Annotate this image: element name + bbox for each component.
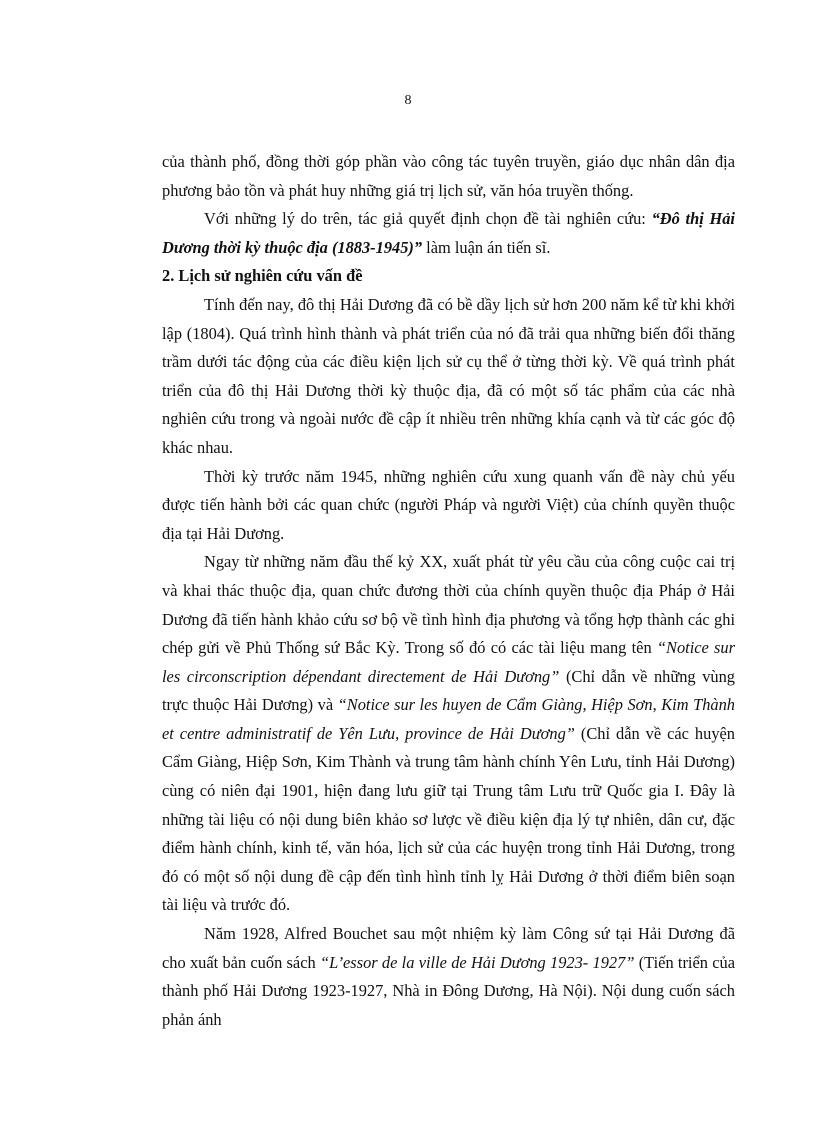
document-title: “Notice sur les huyen de Cẩm Giàng, Hiệp Sơn, Kim Thành et centre administratif de Yên Lưu, province de Hải Dương” xyxy=(162,695,736,743)
paragraph-continuation: của thành phố, đồng thời góp phần vào công tác tuyên truyền, giáo dục nhân dân địa phương bảo tồn và phát huy những giá trị lịch sử, văn hóa truyền thống. xyxy=(162,152,735,200)
book-title: “L’essor de la ville de Hải Dương 1923- 1927” xyxy=(319,952,635,972)
section-heading: 2. Lịch sử nghiên cứu vấn đề xyxy=(162,266,363,286)
paragraph-pre-1945: Thời kỳ trước năm 1945, những nghiên cứu xung quanh vấn đề này chủ yếu được tiến hành bởi các quan chức (người Pháp và người Việt) của chính quyền thuộc địa tại Hải Dương. xyxy=(162,466,735,543)
paragraph-thesis-topic xyxy=(162,205,735,262)
text-run: Năm 1928, Alfred Bouchet sau một nhiệm kỳ làm Công sứ tại Hải Dương đã cho xuất bản cuốn sách xyxy=(162,924,735,972)
thesis-title: “Đô thị Hải Dương thời kỳ thuộc địa (1883-1945)” xyxy=(162,209,735,257)
paragraph-early-20th-century xyxy=(162,548,735,920)
page-number: 8 xyxy=(404,93,412,108)
text-run: (Chỉ dẫn về những vùng trực thuộc Hải Dương) và xyxy=(162,666,735,715)
text-run: (Tiến triển của thành phố Hải Dương 1923-1927, Nhà in Đông Dương, Hà Nội). Nội dung cuốn sách phản ánh xyxy=(162,952,735,1029)
text-run: làm luận án tiến sĩ. xyxy=(422,237,551,257)
text-run: (Chỉ dẫn về các huyện Cẩm Giàng, Hiệp Sơn, Kim Thành và trung tâm hành chính Yên Lưu, tỉnh Hải Dương) cùng có niên đại 1901, hiện đang lưu giữ tại Trung tâm Lưu trữ Quốc gia I. Đây là những tài liệu có nội dung biên khảo sơ lược về điều kiện địa lý tự nhiên, dân cư, đặc điểm hành chính, kinh tế, văn hóa, lịch sử của các huyện trong tỉnh Hải Dương, trong đó có một số nội dung đề cập đến tình hình tỉnh lỵ Hải Dương ở thời điểm biên soạn tài liệu và trước đó. xyxy=(162,723,735,915)
paragraph-history-overview: Tính đến nay, đô thị Hải Dương đã có bề dầy lịch sử hơn 200 năm kể từ khi khởi lập (1804). Quá trình hình thành và phát triển của nó đã trải qua những biến đổi thăng trầm dưới tác động của các điều kiện lịch sử cụ thể ở từng thời kỳ. Về quá trình phát triển của đô thị Hải Dương thời kỳ thuộc địa, đã có một số tác phẩm của các nhà nghiên cứu trong và ngoài nước đề cập ít nhiều trên những khía cạnh và từ các góc độ khác nhau. xyxy=(162,294,735,457)
text-run: Với những lý do trên, tác giả quyết định chọn đề tài nghiên cứu: xyxy=(204,209,652,229)
document-body xyxy=(162,148,735,1034)
document-title: “Notice sur les circonscription dépendant directement de Hải Dương” xyxy=(162,638,735,686)
paragraph-bouchet-1928 xyxy=(162,920,735,1034)
text-run: Ngay từ những năm đầu thế kỷ XX, xuất phát từ yêu cầu của công cuộc cai trị và khai thác thuộc địa, quan chức đương thời của chính quyền thuộc địa Pháp ở Hải Dương đã tiến hành khảo cứu sơ bộ về tình hình địa phương và tổng hợp thành các ghi chép gửi về Phủ Thống sứ Bắc Kỳ. Trong số đó có các tài liệu mang tên xyxy=(162,552,735,658)
